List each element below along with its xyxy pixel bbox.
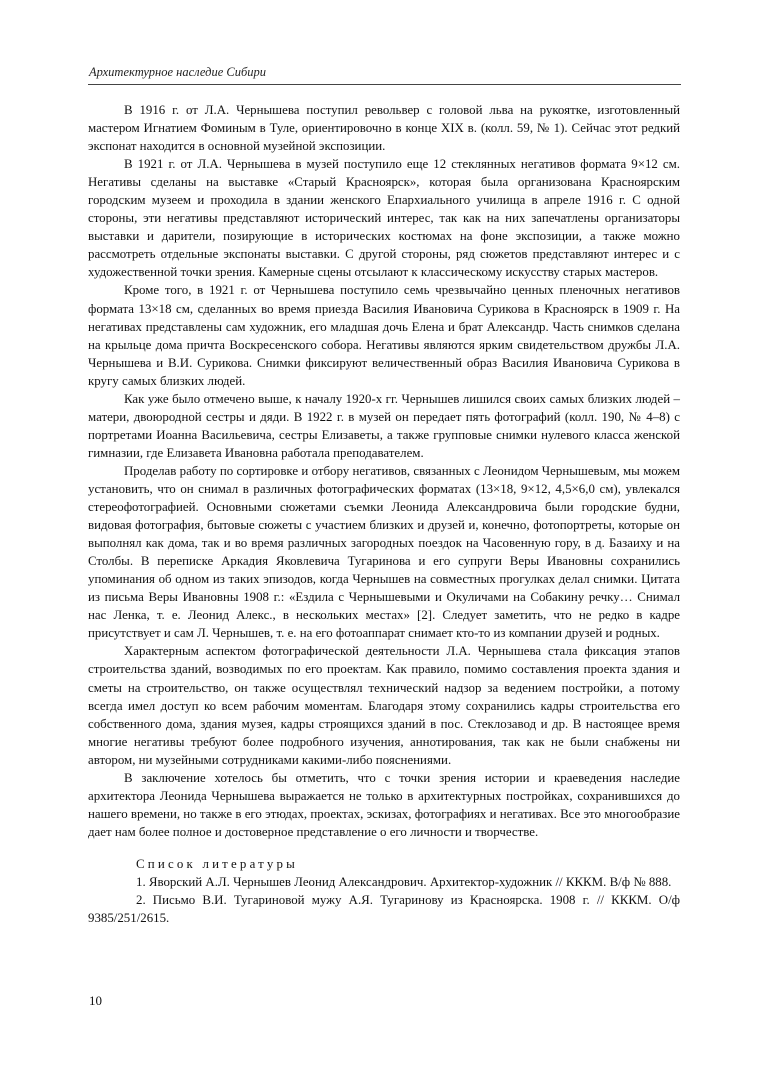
- references-heading: Список литературы: [136, 856, 298, 871]
- running-header-title: Архитектурное наследие Сибири: [89, 65, 267, 79]
- header-divider: [88, 84, 681, 85]
- page-number: 10: [89, 993, 102, 1008]
- paragraph-surikov-negatives: Кроме того, в 1921 г. от Чернышева поступило семь чрезвычайно ценных пленочных негативов формата 13×18 см, сделанных во время приезда Василия Ивановича Сурикова в Красноярск в 1909 г. На негативах представлены сам художник, его младшая дочь Елена и брат Александр. Часть снимков сделана на крыльце дома причта Воскресенского собора. Негативы являются ярким свидетельством дружбы Л.А. Чернышева и В.И. Сурикова. Снимки фиксируют величественный образ Василия Ивановича Сурикова в кругу самых близких людей.: [88, 283, 680, 388]
- paragraph-photo-formats: Проделав работу по сортировке и отбору негативов, связанных с Леонидом Чернышевым, мы можем установить, что он снимал в различных фотографических форматах (13×18, 9×12, 4,5×6,0 см), увлекался стереофотографией. Основными сюжетами съемки Леонида Александровича были городские будни, видовая фотография, бытовые сюжеты с участием близких и друзей и, конечно, фотопортреты, которые он выполнял как дома, так и во время различных загородных поездок на Часовенную гору, в д. Базаиху и на Столбы. В переписке Аркадия Яковлевича Тугаринова и его супруги Веры Ивановны сохранились упоминания об одном из таких эпизодов, когда Чернышев на совместных прогулках делал снимки. Цитата из письма Веры Ивановны 1908 г.: «Ездила с Чернышевыми и Окуличами на Собакину речку… Снимал нас Ленка, т. е. Леонид Алекс., в нескольких местах» [2]. Следует заметить, что не редко в кадре присутствует и сам Л. Чернышев, т. е. на его фотоаппарат снимает кто-то из компании друзей и родных.: [88, 463, 680, 641]
- reference-item: 2. Письмо В.И. Тугариновой мужу А.Я. Тугаринову из Красноярска. 1908 г. // КККМ. О/ф 9385/251/2615.: [88, 893, 680, 926]
- paragraph-revolver: В 1916 г. от Л.А. Чернышева поступил револьвер с головой льва на рукоятке, изготовленный мастером Игнатием Фоминым в Туле, ориентировочно в конце XIX в. (колл. 59, № 1). Сейчас этот редкий экспонат находится в основной музейной экспозиции.: [88, 103, 680, 154]
- article-body: [88, 101, 680, 927]
- paragraph-family-photos: Как уже было отмечено выше, к началу 1920-х гг. Чернышев лишился своих самых близких людей – матери, двоюродной сестры и дяди. В 1922 г. в музей он передает пять фотографий (колл. 190, № 4–8) с портретами Иоанна Васильевича, сестры Елизаветы, а также групповые снимки нулевого класса женской гимназии, где Елизавета Ивановна работала преподавателем.: [88, 391, 680, 460]
- paragraph-construction-photos: Характерным аспектом фотографической деятельности Л.А. Чернышева стала фиксация этапов строительства зданий, возводимых по его проектам. Как правило, помимо составления проекта здания и сметы на строительство, он также осуществлял технический надзор за ведением постройки, а потому всегда имел доступ ко всем рабочим моментам. Благодаря этому сохранились кадры строительства его собственного дома, здания музея, кадры строящихся зданий в пос. Стеклозавод и др. В настоящее время многие негативы требуют более подробного изучения, аннотирования, так как не были снабжены ни автором, ни музейными сотрудниками какими-либо пояснениями.: [88, 644, 680, 767]
- paragraph-glass-negatives: В 1921 г. от Л.А. Чернышева в музей поступило еще 12 стеклянных негативов формата 9×12 см. Негативы сделаны на выставке «Старый Красноярск», которая была организована Красноярским городским музеем и проходила в здании женского Епархиального училища в апреле 1916 г. С одной стороны, эти негативы представляют исторический интерес, так как на них запечатлены организаторы выставки и дарители, позирующие в исторических костюмах на фоне экспозиции, а также можно рассмотреть отдельные экспонаты выставки. С другой стороны, ряд сюжетов представляют интерес и с художественной точки зрения. Камерные сцены отсылают к классическому искусству старых мастеров.: [88, 157, 680, 280]
- reference-item: 1. Яворский А.Л. Чернышев Леонид Александрович. Архитектор-художник // КККМ. В/ф № 888.: [136, 874, 672, 889]
- paragraph-conclusion: В заключение хотелось бы отметить, что с точки зрения истории и краеведения наследие архитектора Леонида Чернышева выражается не только в архитектурных постройках, сохранившихся до нашего времени, но также в его этюдах, проектах, эскизах, фотографиях и негативах. Все это многообразие дает нам более полное и достоверное представление о его личности и творчестве.: [88, 770, 680, 839]
